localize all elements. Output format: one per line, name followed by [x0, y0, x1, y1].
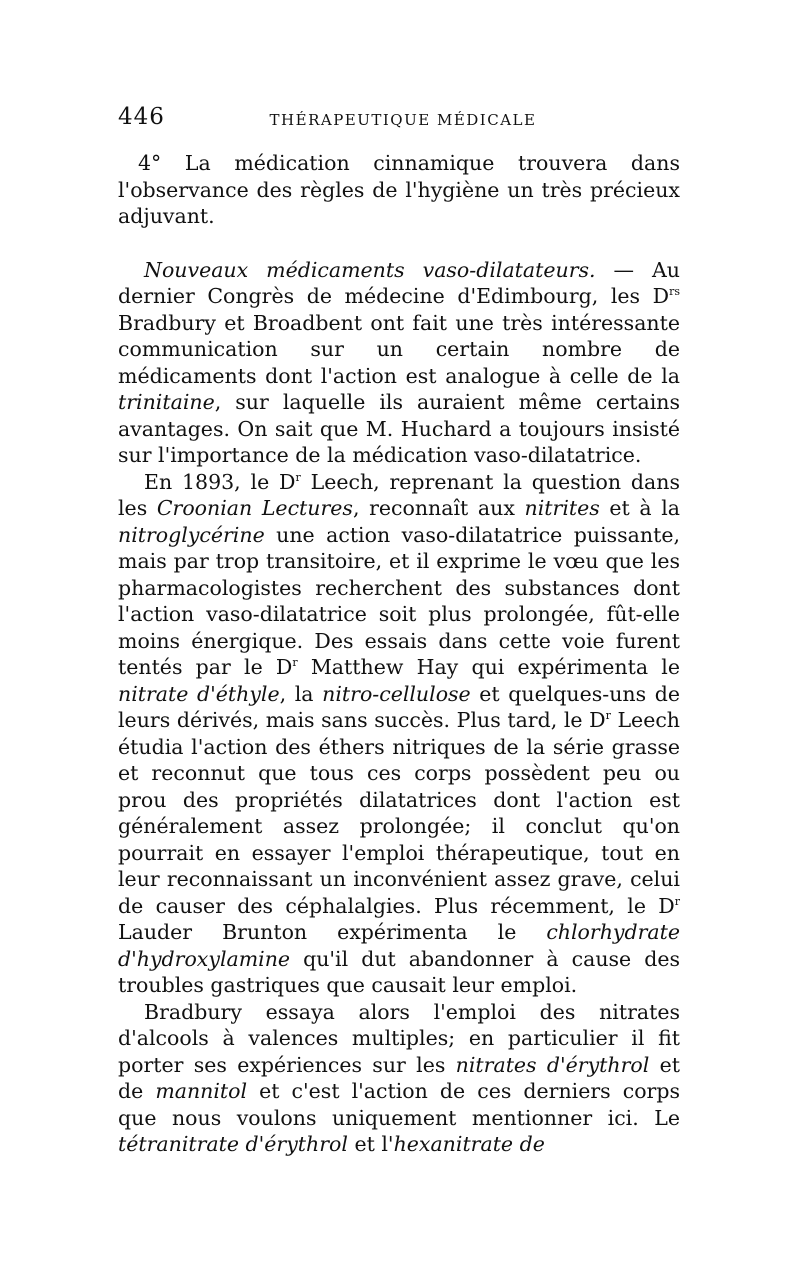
superscript: r	[295, 470, 301, 484]
text-run: Leech, reprenant la question dans les	[118, 469, 680, 520]
paragraph-vasodilator-drugs	[118, 257, 680, 469]
text-run: , sur laquelle ils auraient même certains avantages. On sait que M. Huchard a toujours insisté sur l'importance de la médication vaso-dilatatrice.	[118, 390, 680, 467]
text-run: , reconnaît aux	[352, 496, 525, 520]
text-run: et l'	[347, 1132, 394, 1156]
text-run: et de	[118, 1052, 680, 1103]
superscript: r	[292, 656, 298, 669]
italic-term: nitrates d'érythrol	[455, 1052, 650, 1077]
page-header	[118, 104, 680, 134]
superscript: r	[605, 709, 611, 722]
paragraph-bradbury-nitrates	[118, 999, 680, 1158]
italic-term: mannitol	[155, 1079, 248, 1103]
section-heading-italic: Nouveaux médicaments vaso-dilatateurs.	[144, 257, 596, 282]
page-number: 446	[118, 104, 165, 130]
text-run: et c'est l'action de ces derniers corps que nous voulons uniquement mentionner ici. Le	[118, 1079, 680, 1130]
text-run: Bradbury et Broadbent ont fait une très intéressante communication sur un certain nombre de médicaments dont l'action est analogue à celle de la	[118, 310, 680, 388]
italic-term: hexanitrate de	[393, 1132, 545, 1156]
italic-term: nitrate d'éthyle	[118, 681, 280, 706]
italic-term: trinitaine	[118, 390, 215, 414]
superscript: rs	[669, 285, 680, 298]
italic-term: Croonian Lectures	[156, 496, 353, 520]
text-run: Lauder Brunton expérimenta le	[118, 920, 547, 944]
text-run: Matthew Hay qui expérimenta le	[297, 655, 680, 679]
text-run: , la	[279, 681, 323, 706]
italic-term: nitroglycérine	[118, 522, 265, 547]
text-run: une action vaso-dilatatrice puissante, mais par trop transitoire, et il exprime le vœu que les pharmacologistes recherchent des substances dont l'action vaso-dilatatrice soit plus prolongée, fût-elle moins énergique. Des essais dans cette voie furent tentés par le D	[118, 522, 680, 679]
paragraph-leech-1893	[118, 469, 680, 999]
italic-term: nitro-cellulose	[322, 681, 471, 706]
text-run: Bradbury essaya alors l'emploi des nitrates d'alcools à valences multiples; en particulier il fit porter ses expériences sur les	[118, 999, 680, 1077]
text-run: — Au dernier Congrès de médecine d'Edimbourg, les D	[118, 257, 681, 308]
text-run: qu'il dut abandonner à cause des troubles gastriques que causait leur emploi.	[118, 946, 680, 997]
superscript: r	[674, 894, 680, 908]
running-title: THÉRAPEUTIQUE MÉDICALE	[269, 111, 537, 129]
text-run: et quelques-uns de leurs dérivés, mais sans succès. Plus tard, le D	[118, 681, 680, 732]
text-run: et à la	[599, 496, 681, 520]
italic-term: tétranitrate d'érythrol	[118, 1132, 348, 1156]
italic-term: chlorhydrate d'hydroxylamine	[118, 920, 680, 971]
text-run: Leech étudia l'action des éthers nitriques de la série grasse et reconnut que tous ces corps possèdent peu ou prou des propriétés dilatatrices dont l'action est généralement assez prolongée; il conclut qu'on pourrait en essayer l'emploi thérapeutique, tout en leur reconnaissant un inconvénient assez grave, celui de causer des céphalalgies. Plus récemment, le D	[118, 708, 681, 918]
italic-term: nitrites	[524, 496, 600, 520]
paragraph-cinnamic-medication: 4° La médication cinnamique trouvera dans l'observance des règles de l'hygiène un très précieux adjuvant.	[118, 151, 680, 228]
text-run: En 1893, le D	[144, 469, 296, 494]
body-text	[118, 150, 680, 1158]
